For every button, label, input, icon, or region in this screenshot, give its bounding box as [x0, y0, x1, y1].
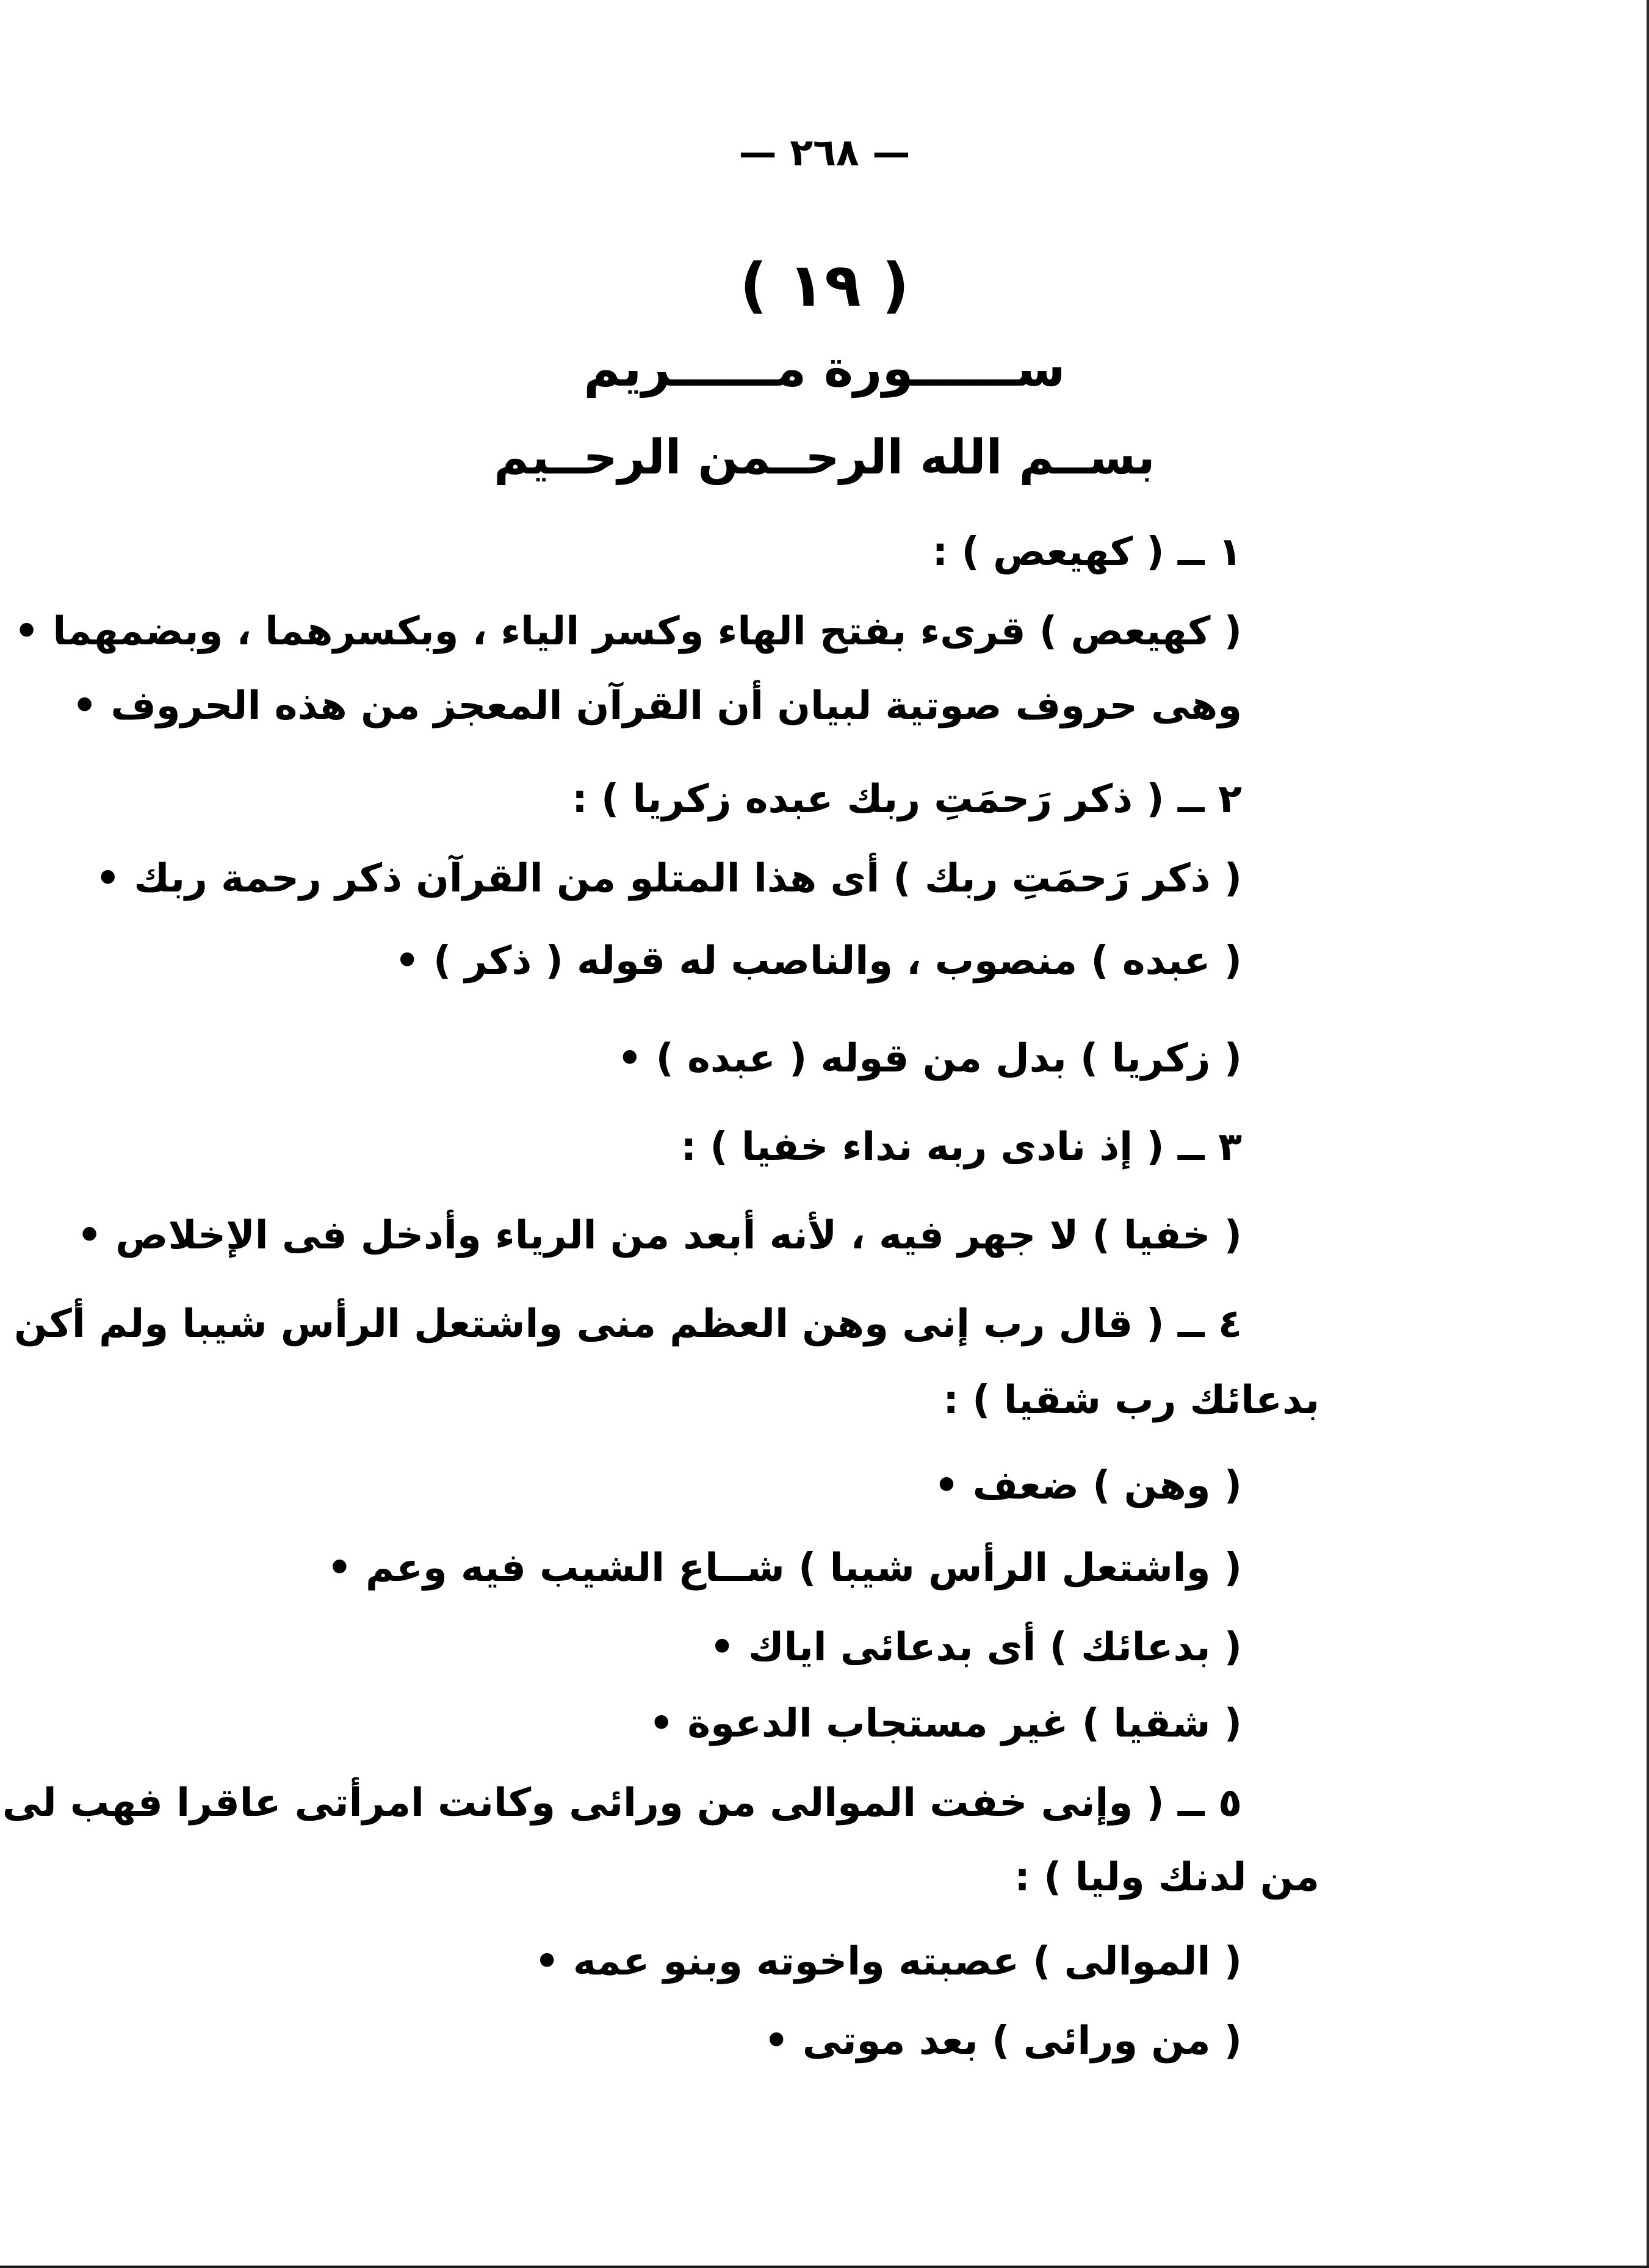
commentary-line: ( واشتعل الرأس شيبا ) شــاع الشيب فيه وعم • [327, 1546, 1242, 1591]
commentary-line: ( بدعائك ) أى بدعائى اياك • [709, 1625, 1242, 1670]
verse-heading-1: ١ ــ ( كهيعص ) : [932, 530, 1242, 575]
verse-heading-5-continued: من لدنك وليا ) : [1014, 1855, 1319, 1900]
verse-heading-4: ٤ ــ ( قال رب إنى وهن العظم منى واشتعل الرأس شيبا ولم أكن [14, 1301, 1242, 1347]
commentary-line: ( من ورائى ) بعد موتى • [763, 2018, 1242, 2064]
basmala: بســم الله الرحــمن الرحــيم [494, 430, 1155, 485]
commentary-line: ( الموالى ) عصبته واخوته وبنو عمه • [534, 1939, 1242, 1984]
commentary-line: ( ذكر رَحمَتِ ربك ) أى هذا المتلو من القرآن ذكر رحمة ربك • [95, 856, 1242, 901]
page-edge-bottom [0, 2266, 1649, 2268]
commentary-line: ( كهيعص ) قرىء بفتح الهاء وكسر الياء ، وبكسرهما ، وبضمهما • [14, 609, 1242, 654]
commentary-line: ( عبده ) منصوب ، والناصب له قوله ( ذكر ) • [394, 938, 1242, 984]
page-number: — ٢٦٨ — [738, 130, 911, 175]
surah-number: ( ١٩ ) [740, 251, 909, 320]
commentary-line: ( شقيا ) غير مستجاب الدعوة • [649, 1701, 1242, 1746]
surah-title: ســــــورة مــــــريم [583, 340, 1066, 398]
commentary-line: ( زكريا ) بدل من قوله ( عبده ) • [617, 1036, 1242, 1081]
verse-heading-4-continued: بدعائك رب شقيا ) : [943, 1378, 1319, 1423]
page-edge-right [1647, 0, 1649, 2268]
verse-heading-2: ٢ ــ ( ذكر رَحمَتِ ربك عبده زكريا ) : [572, 777, 1242, 822]
verse-heading-5: ٥ ــ ( وإنى خفت الموالى من ورائى وكانت امرأتى عاقرا فهب لى [2, 1780, 1242, 1826]
verse-heading-3: ٣ ــ ( إذ نادى ربه نداء خفيا ) : [680, 1125, 1242, 1170]
commentary-line: وهى حروف صوتية لبيان أن القرآن المعجز من هذه الحروف • [72, 683, 1242, 729]
commentary-line: ( خفيا ) لا جهر فيه ، لأنه أبعد من الرياء وأدخل فى الإخلاص • [77, 1213, 1242, 1258]
commentary-line: ( وهن ) ضعف • [934, 1463, 1242, 1508]
